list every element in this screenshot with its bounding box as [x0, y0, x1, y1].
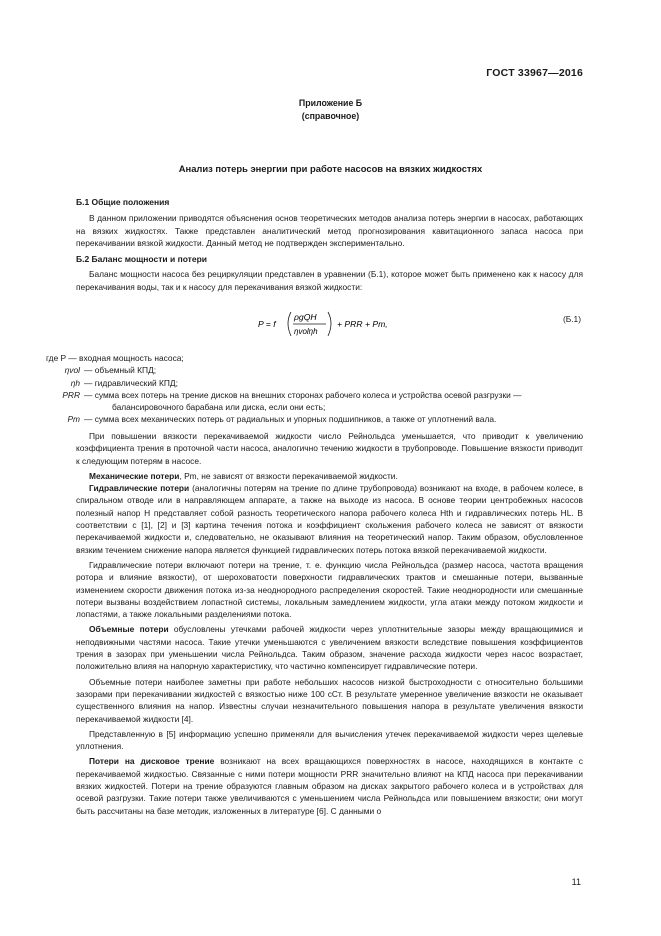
paragraph-b2-intro: Баланс мощности насоса без рециркуляции представлен в уравнении (Б.1), которое может быть применено как к насосу для перекачивания воды, так и к насосу для перекачивания вязкой жидкости:	[76, 269, 583, 292]
formula-denominator: ηvolηh	[294, 327, 318, 336]
formula-numerator: ρgQH	[294, 312, 317, 322]
paragraph-leakage: Представленную в [5] информацию успешно применяли для вычисления утечек перекачиваемой жидкости через щелевые уплотнения.	[76, 728, 583, 752]
definition-row	[46, 364, 586, 376]
annex-subtitle: (справочное)	[301, 111, 360, 121]
definition-symbol: Pm	[67, 414, 80, 425]
definition-symbol: ηh	[70, 377, 80, 388]
section-b1	[76, 196, 583, 293]
paragraph-hydraulic-details: Гидравлические потери включают потери на трение, т. е. функцию числа Рейнольдса (размер насоса, частота вращения ротора и влияние вязкости), от шероховатости поверхности гидравлических трактов и смешанные потери, вызванные изменением скорости движения потока из-за неоднородного распределения скоростей. Такие неоднородности или смешанные потери вызваны воздействием лопастной системы, локальным замедлением жидкости, угла атаки между потоком жидкости и лопастями, а также локальными разделениями потока.	[76, 559, 583, 620]
paragraph-mechanical-losses: Механические потери, Pm, не зависят от вязкости перекачиваемой жидкости.	[89, 470, 398, 481]
definition-text: — сумма всех механических потерь от радиальных и упорных подшипников, а также от уплотнений вала.	[84, 414, 497, 425]
main-title: Анализ потерь энергии при работе насосов на вязких жидкостях	[178, 163, 483, 174]
formula-graphic	[258, 306, 558, 346]
equation-number: (Б.1)	[562, 314, 581, 324]
standard-code: ГОСТ 33967—2016	[486, 67, 583, 79]
definition-row	[46, 413, 586, 425]
section-heading-b2: Б.2 Баланс мощности и потери	[76, 254, 207, 265]
formula-rhs: + PRR + Pm,	[337, 319, 388, 329]
term-hydraulic-losses: Гидравлические потери	[89, 483, 190, 494]
formula-right-paren	[328, 312, 331, 336]
term-volumetric-losses: Объемные потери	[89, 624, 169, 635]
definition-row	[46, 389, 586, 401]
paragraph-volumetric-losses: Объемные потери обусловлены утечками рабочей жидкости через уплотнительные зазоры между вращающимися и неподвижными частями насоса. Такие утечки уменьшаются с увеличением вязкости вследствие повышения коэффициентов трения в зазорах при уменьшении числа Рейнольдса. Таким образом, значение расхода жидкости через насос возрастает, положительно влияя на напорную характеристику, что частично компенсирует гидравлические потери.	[76, 624, 583, 672]
section-heading-b1: Б.1 Общие положения	[76, 197, 170, 207]
annex-title: Приложение Б	[298, 98, 363, 108]
definition-text: — объемный КПД;	[84, 365, 157, 376]
definition-lead	[46, 352, 586, 364]
definition-row	[46, 377, 586, 389]
definitions-list	[46, 352, 586, 426]
definition-lead-text: где P — входная мощность насоса;	[46, 353, 184, 363]
definition-continuation	[46, 401, 586, 413]
definition-symbol: PRR	[62, 389, 80, 400]
paragraph-volumetric-details: Объемные потери наиболее заметны при работе небольших насосов низкой быстроходности с относительно большими зазорами при перекачивании жидкостей с вязкостью ниже 100 сСт. В результате умеренное увеличение вязкости не оказывает существенного влияния на напор. Известны случаи незначительного повышения напора в результате увеличения вязкости перекачиваемой жидкости [4].	[76, 676, 583, 724]
paragraph-hydraulic-losses: Гидравлические потери (аналогичны потерям на трение по длине трубопровода) возникают на входе, в рабочем колесе, в спиральном отводе или в направляющем аппарате, а также на выходе из насоса. В основе теории центробежных насосов полезный напор H представляет собой разность теоретического напора рабочего колеса Hth и гидравлических потерь HL. В соответствии с [1], [2] и [3] картина течения потока и коэффициент скольжения рабочего колеса не зависят от вязкости перекачиваемой жидкости и, следовательно, не оказывают влияния на теоретический напор. Таким образом, обусловленное вязким течением снижение напора является функцией гидравлических потерь потока вязкой перекачиваемой жидкости.	[76, 483, 583, 555]
paragraph-viscosity: При повышении вязкости перекачиваемой жидкости число Рейнольдса уменьшается, что приводит к увеличению коэффициента трения в проточной части насоса, аналогично течению жидкости в трубопроводе. Повышение вязкости приводит к следующим потерям в насосе.	[76, 431, 583, 466]
paragraph-disc-friction: Потери на дисковое трение возникают на всех вращающихся поверхностях в насосе, находящихся в контакте с перекачиваемой жидкостью. Связанные с ними потери мощности PRR значительно влияют на КПД насоса при перекачивании вязких жидкостей. Потери на трение образуются главным образом на дисках закрытого рабочего колеса и в устройствах для осевой разгрузки. Такие потери также увеличиваются с уменьшением числа Рейнольдса или повышением вязкости; они могут быть рассчитаны на базе методик, изложенных в литературе [6]. С данными о	[76, 756, 583, 816]
formula-left-paren	[288, 312, 291, 336]
definition-symbol: ηvol	[64, 365, 80, 376]
term-mechanical-losses: Механические потери	[89, 470, 180, 481]
definition-text: — сумма всех потерь на трение дисков на внешних сторонах рабочего колеса и устройства осевой разгрузки —	[84, 389, 522, 400]
formula-b1	[258, 306, 558, 346]
paragraph-b1: В данном приложении приводятся объяснения основ теоретических методов анализа потерь энергии в насосах, работающих на вязких жидкостях. Также представлен аналитический метод прогнозирования кавитационного запаса насоса при перекачивании вязкой жидкости. Данный метод не подтвержден экспериментально.	[76, 213, 583, 248]
formula-lhs: P = f	[258, 319, 276, 329]
definition-text: балансировочного барабана или диска, если они есть;	[112, 402, 326, 413]
term-disc-friction: Потери на дисковое трение	[89, 756, 215, 767]
body-text	[76, 430, 583, 817]
page-number: 11	[571, 877, 581, 887]
definition-text: — гидравлический КПД;	[84, 377, 178, 388]
